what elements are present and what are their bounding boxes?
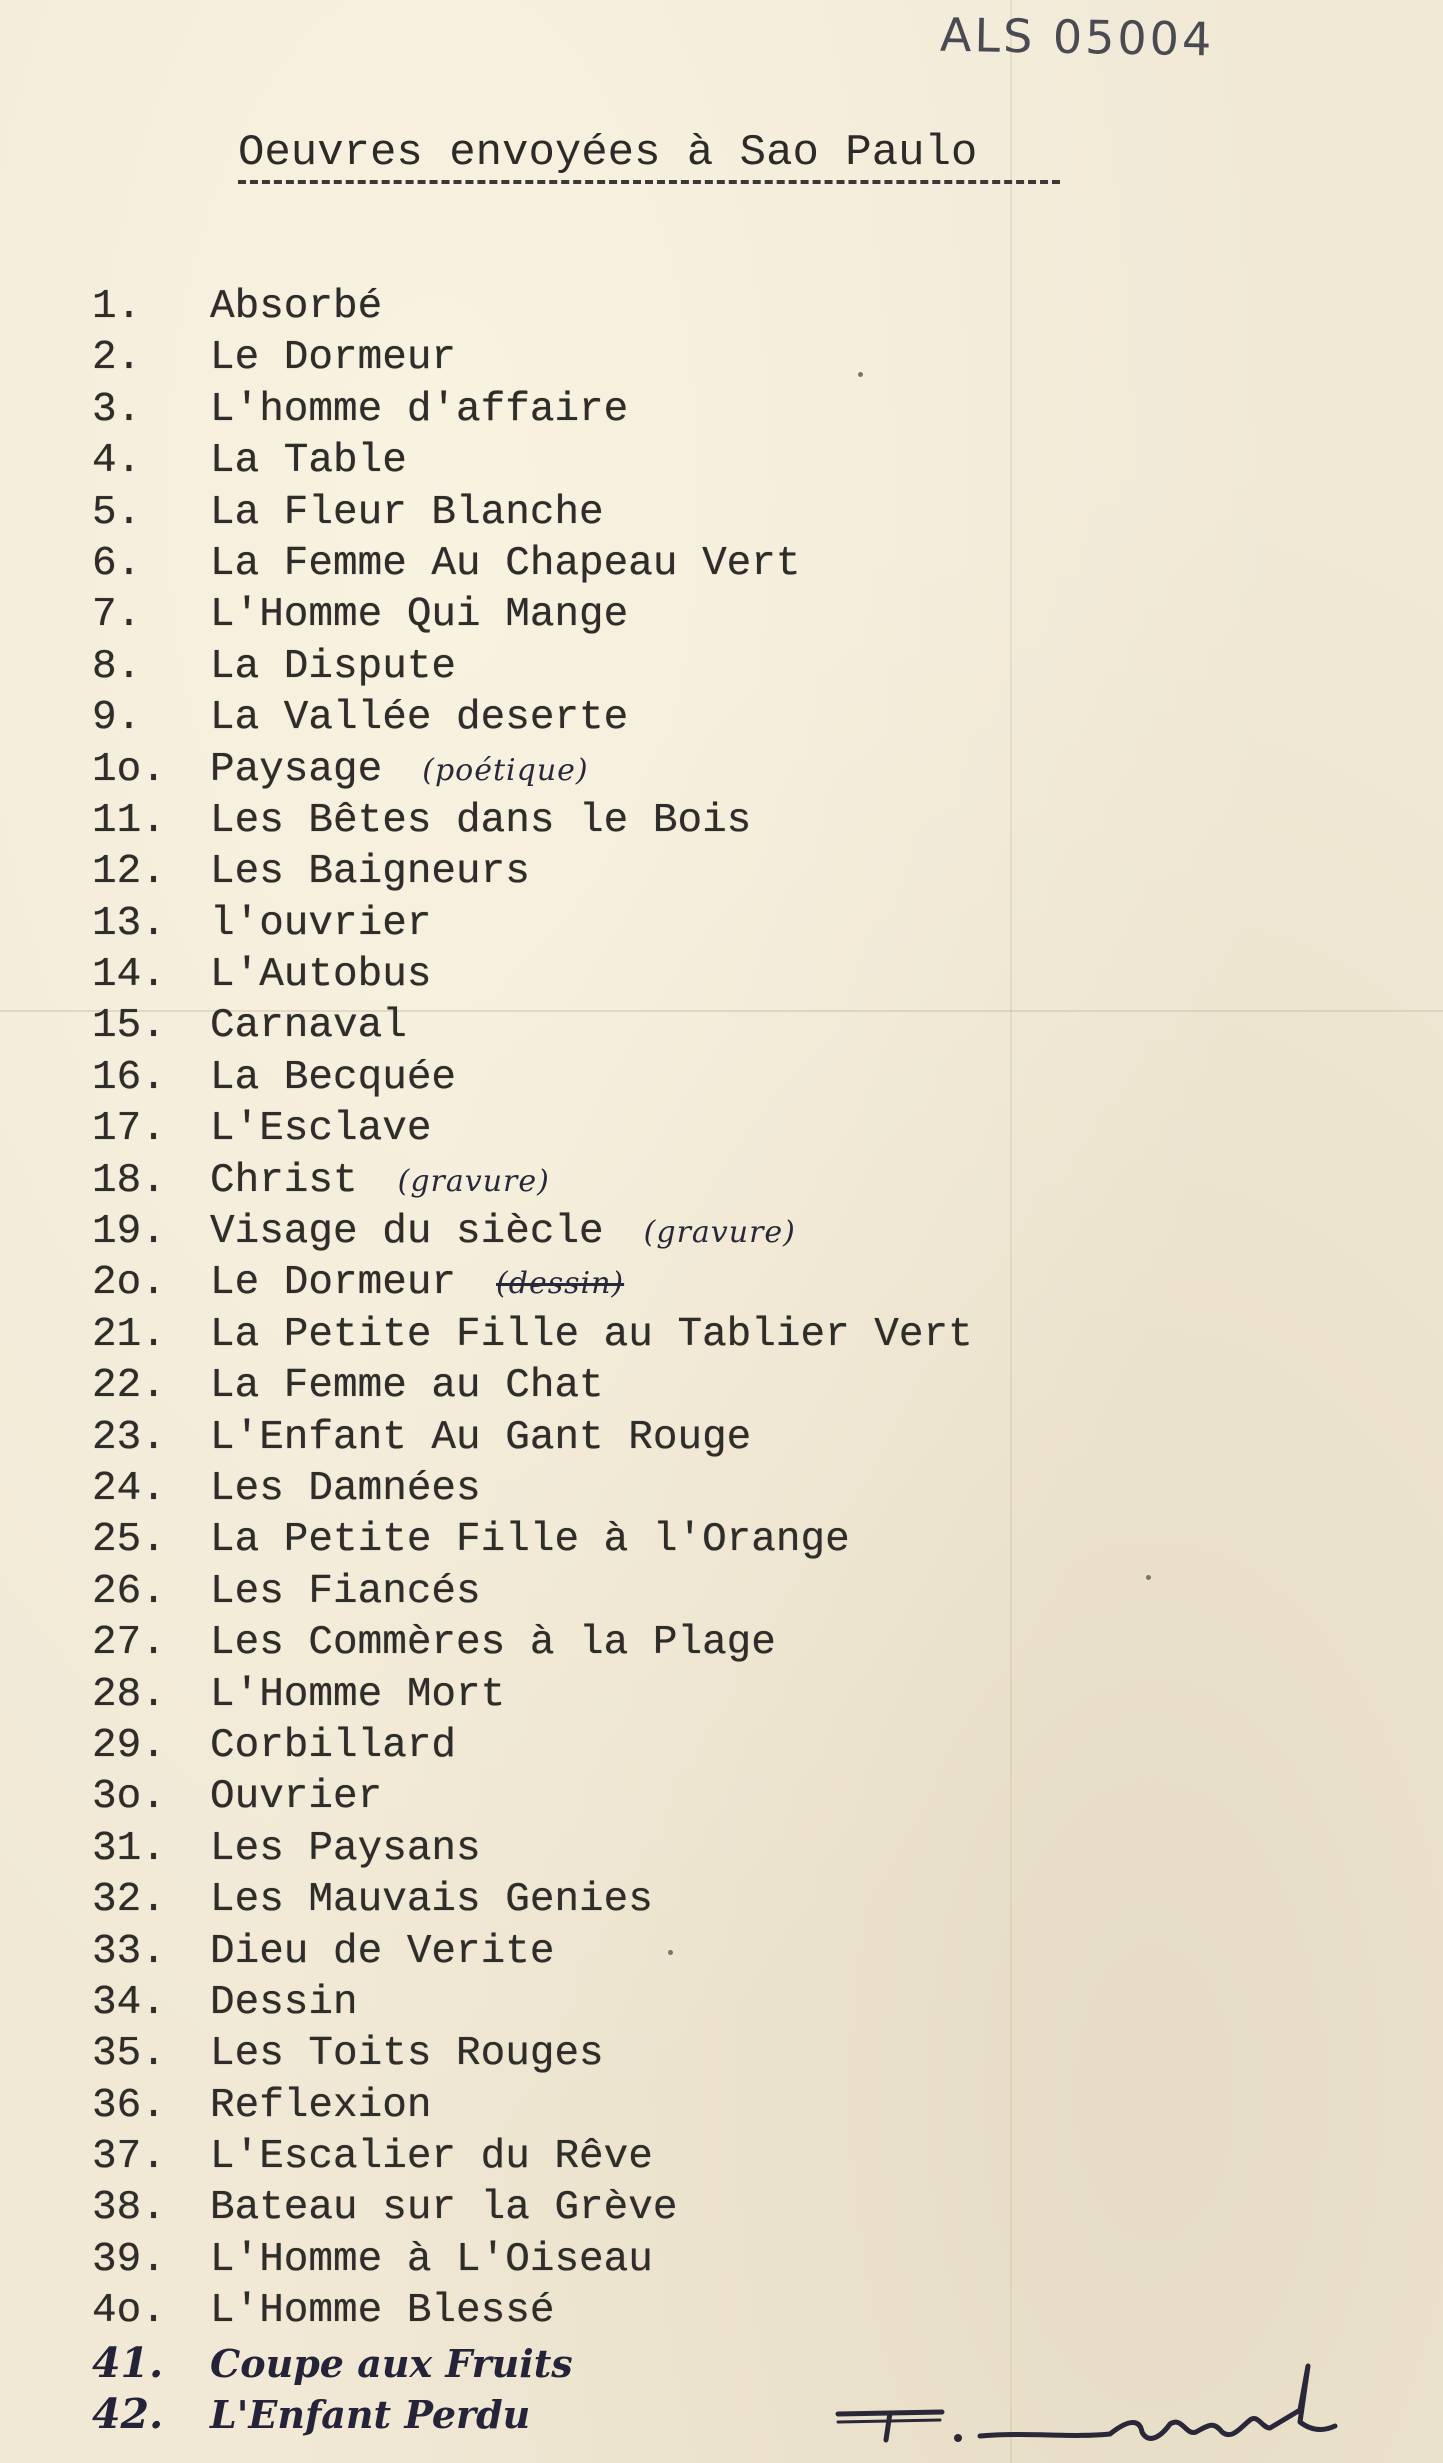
work-number: 3o.	[92, 1774, 166, 1821]
work-number: 22.	[92, 1363, 166, 1410]
work-item	[92, 590, 973, 641]
work-number: 29.	[92, 1722, 166, 1769]
work-item	[92, 488, 973, 539]
work-title: La Femme Au Chapeau Vert	[210, 540, 801, 587]
work-number: 4o.	[92, 2288, 166, 2335]
work-number: 3.	[92, 386, 142, 433]
work-number: 14.	[92, 952, 166, 999]
work-item	[92, 1824, 973, 1875]
work-number: 11.	[92, 797, 166, 844]
work-item	[92, 1053, 973, 1104]
work-title: Les Toits Rouges	[210, 2031, 604, 2078]
work-title: Le Dormeur	[210, 335, 457, 382]
work-title: Carnaval	[210, 1003, 407, 1050]
work-title: Corbillard	[210, 1722, 457, 1769]
work-title: L'Homme Blessé	[210, 2288, 555, 2335]
paper-speck	[858, 372, 863, 377]
work-number: 41.	[92, 2338, 164, 2387]
work-number: 2.	[92, 335, 142, 382]
work-number: 36.	[92, 2082, 166, 2129]
work-item	[92, 1772, 973, 1823]
work-item	[92, 1618, 973, 1669]
work-number: 28.	[92, 1671, 166, 1718]
work-title: Reflexion	[210, 2082, 432, 2129]
work-number: 23.	[92, 1414, 166, 1461]
work-item	[92, 1104, 973, 1155]
work-number: 27.	[92, 1620, 166, 1667]
work-number: 13.	[92, 900, 166, 947]
work-item	[92, 2235, 973, 2286]
work-number: 7.	[92, 592, 142, 639]
work-number: 9.	[92, 695, 142, 742]
work-number: 16.	[92, 1054, 166, 1101]
work-item	[92, 745, 973, 796]
work-title: Les Damnées	[210, 1465, 481, 1512]
work-title: Les Mauvais Genies	[210, 1877, 653, 1924]
work-number: 32.	[92, 1877, 166, 1924]
work-number: 33.	[92, 1928, 166, 1975]
work-item	[92, 1001, 973, 1052]
work-title: La Petite Fille à l'Orange	[210, 1517, 850, 1564]
archive-reference: ALS 05004	[939, 7, 1215, 67]
work-item	[92, 2029, 973, 2080]
work-item	[92, 282, 973, 333]
work-title: Dessin	[210, 1979, 358, 2026]
title-underline	[238, 180, 1060, 184]
work-item	[92, 1721, 973, 1772]
work-number: 15.	[92, 1003, 166, 1050]
paper-fold-vertical	[1010, 0, 1012, 2463]
work-item	[92, 693, 973, 744]
work-title: L'Enfant Perdu	[210, 2392, 531, 2438]
work-item	[92, 436, 973, 487]
work-number: 12.	[92, 849, 166, 896]
work-title: La Dispute	[210, 643, 457, 690]
work-title: Les Commères à la Plage	[210, 1620, 776, 1667]
work-number: 2o.	[92, 1260, 166, 1307]
work-title: Paysage	[210, 746, 383, 793]
handwritten-annotation: (dessin)	[496, 1266, 625, 1302]
work-title: Coupe aux Fruits	[210, 2340, 573, 2386]
work-number: 25.	[92, 1517, 166, 1564]
work-item	[92, 2183, 973, 2234]
work-item	[92, 1978, 973, 2029]
work-number: 39.	[92, 2236, 166, 2283]
work-item	[92, 1567, 973, 1618]
work-number: 38.	[92, 2185, 166, 2232]
work-item	[92, 539, 973, 590]
work-item	[92, 1515, 973, 1566]
work-title: Les Paysans	[210, 1825, 481, 1872]
work-item	[92, 1310, 973, 1361]
work-item	[92, 385, 973, 436]
work-title: La Fleur Blanche	[210, 489, 604, 536]
work-number: 21.	[92, 1311, 166, 1358]
work-title: Les Baigneurs	[210, 849, 530, 896]
handwritten-annotation: (gravure)	[397, 1163, 550, 1199]
work-item	[92, 1413, 973, 1464]
work-title: L'Esclave	[210, 1106, 432, 1153]
work-item	[92, 1258, 973, 1309]
work-number: 1o.	[92, 746, 166, 793]
work-item	[92, 1207, 973, 1258]
work-number: 34.	[92, 1979, 166, 2026]
work-number: 42.	[92, 2390, 164, 2439]
work-number: 1.	[92, 284, 142, 330]
work-title: L'Autobus	[210, 952, 432, 999]
handwritten-annotation: (gravure)	[643, 1215, 796, 1251]
work-title: Christ	[210, 1157, 358, 1204]
works-list	[92, 282, 973, 2440]
work-title: Ouvrier	[210, 1774, 383, 1821]
work-title: Bateau sur la Grève	[210, 2185, 678, 2232]
document-title: Oeuvres envoyées à Sao Paulo	[238, 128, 978, 178]
work-number: 35.	[92, 2031, 166, 2078]
paper-speck	[1146, 1575, 1151, 1580]
signature-image	[830, 2358, 1350, 2458]
work-title: L'Escalier du Rêve	[210, 2134, 653, 2181]
handwritten-annotation: (poétique)	[422, 752, 589, 788]
work-number: 6.	[92, 540, 142, 587]
work-item	[92, 2286, 973, 2337]
work-number: 18.	[92, 1157, 166, 1204]
work-title: L'Homme Mort	[210, 1671, 506, 1718]
work-title: L'Homme Qui Mange	[210, 592, 629, 639]
work-title: Les Fiancés	[210, 1568, 481, 1615]
work-title: Le Dormeur	[210, 1260, 457, 1307]
work-number: 26.	[92, 1568, 166, 1615]
work-title: La Femme au Chat	[210, 1363, 604, 1410]
paper-speck	[668, 1950, 673, 1955]
work-title: L'Homme à L'Oiseau	[210, 2236, 653, 2283]
work-item	[92, 1927, 973, 1978]
work-number: 17.	[92, 1106, 166, 1153]
work-title: L'Enfant Au Gant Rouge	[210, 1414, 752, 1461]
work-item	[92, 796, 973, 847]
work-title: La Table	[210, 438, 407, 485]
work-item	[92, 642, 973, 693]
work-item	[92, 847, 973, 898]
work-item	[92, 333, 973, 384]
work-item	[92, 2081, 973, 2132]
work-item	[92, 1670, 973, 1721]
work-title: L'homme d'affaire	[210, 386, 629, 433]
work-number: 8.	[92, 643, 142, 690]
work-item	[92, 950, 973, 1001]
work-title: Absorbé	[210, 284, 383, 330]
work-number: 37.	[92, 2134, 166, 2181]
work-number: 24.	[92, 1465, 166, 1512]
work-item	[92, 1875, 973, 1926]
work-number: 19.	[92, 1209, 166, 1256]
work-title: La Petite Fille au Tablier Vert	[210, 1311, 973, 1358]
work-title: La Becquée	[210, 1054, 457, 1101]
work-item	[92, 899, 973, 950]
work-item	[92, 1156, 973, 1207]
work-title: Les Bêtes dans le Bois	[210, 797, 752, 844]
work-title: Dieu de Verite	[210, 1928, 555, 1975]
work-title: l'ouvrier	[210, 900, 432, 947]
work-title: La Vallée deserte	[210, 695, 629, 742]
work-title: Visage du siècle	[210, 1209, 604, 1256]
work-number: 31.	[92, 1825, 166, 1872]
work-item	[92, 1464, 973, 1515]
work-number: 5.	[92, 489, 142, 536]
work-item	[92, 1361, 973, 1412]
work-item	[92, 2132, 973, 2183]
work-number: 4.	[92, 438, 142, 485]
